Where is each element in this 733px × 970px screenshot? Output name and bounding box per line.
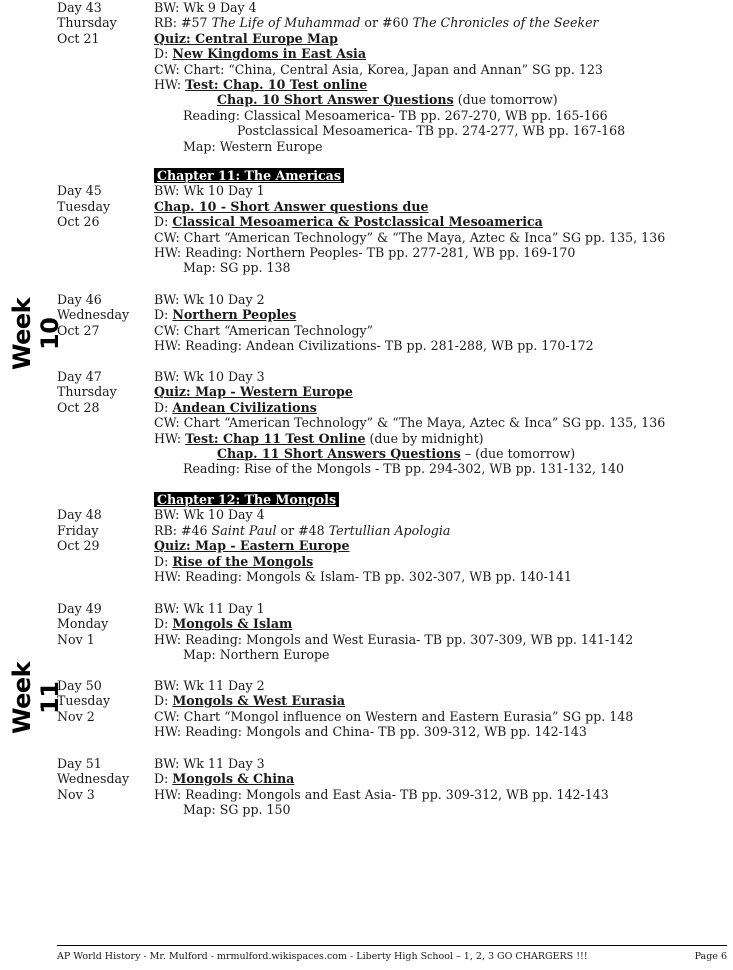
schedule-line xyxy=(57,569,727,584)
schedule-line xyxy=(57,601,727,616)
line-text: BW: Wk 11 Day 3 xyxy=(154,756,265,771)
schedule-line xyxy=(57,323,727,338)
day-50-entry xyxy=(57,678,727,740)
schedule-line xyxy=(57,199,727,214)
day-46-entry xyxy=(57,292,727,354)
book-title: The Chronicles of the Seeker xyxy=(412,15,599,31)
line-text: HW: xyxy=(154,430,186,446)
date: Oct 28 xyxy=(57,399,100,415)
schedule-line xyxy=(57,369,727,384)
schedule-line xyxy=(57,77,727,92)
weekday: Monday xyxy=(57,616,109,632)
line-text: HW: Reading: Northern Peoples- TB pp. 277-281, WB pp. 169-170 xyxy=(154,244,576,260)
schedule-line xyxy=(57,307,727,322)
line-text: BW: Wk 9 Day 4 xyxy=(154,0,257,15)
line-text: BW: Wk 10 Day 1 xyxy=(154,183,265,199)
date xyxy=(57,802,154,817)
day-47-entry xyxy=(57,369,727,477)
day-43-entry xyxy=(57,0,727,154)
schedule-line xyxy=(57,338,727,353)
day-49-entry xyxy=(57,601,727,663)
line-text: CW: Chart “American Technology” xyxy=(154,322,374,338)
schedule-line xyxy=(57,616,727,631)
emphasized-text: Test: Chap 11 Test Online xyxy=(185,430,366,446)
chapter-heading-row xyxy=(57,492,727,507)
line-text: CW: Chart “American Technology” & “The Maya, Aztec & Inca” SG pp. 135, 136 xyxy=(154,415,666,431)
emphasized-text: Quiz: Map - Western Europe xyxy=(154,384,353,400)
date xyxy=(57,431,154,446)
line-text: HW: Reading: Mongols and West Eurasia- TB pp. 307-309, WB pp. 141-142 xyxy=(154,631,634,647)
schedule-line xyxy=(57,787,727,802)
date xyxy=(57,554,154,569)
weekday: Thursday xyxy=(57,384,117,400)
line-text: (due by midnight) xyxy=(365,430,484,446)
emphasized-text: Andean Civilizations xyxy=(172,399,317,415)
line-text: HW: Reading: Mongols and East Asia- TB pp. 309-312, WB pp. 142-143 xyxy=(154,786,609,802)
weekday: Friday xyxy=(57,522,99,538)
schedule-line xyxy=(57,183,727,198)
schedule-line xyxy=(57,507,727,522)
schedule-line xyxy=(57,214,727,229)
line-text: Map: Western Europe xyxy=(183,138,323,154)
date xyxy=(57,245,154,260)
line-text: D: xyxy=(154,307,173,323)
schedule-line xyxy=(57,756,727,771)
line-text: Reading: Classical Mesoamerica- TB pp. 267-270, WB pp. 165-166 xyxy=(183,107,608,123)
line-text: D: xyxy=(154,553,173,569)
day-number: Day 45 xyxy=(57,183,102,199)
day-number: Day 50 xyxy=(57,678,102,693)
weekday: Tuesday xyxy=(57,198,111,214)
weekday: Tuesday xyxy=(57,693,111,709)
schedule-line xyxy=(57,461,727,476)
line-text: CW: Chart “Mongol influence on Western and Eastern Eurasia” SG pp. 148 xyxy=(154,708,634,724)
date xyxy=(57,647,154,662)
book-title: Saint Paul xyxy=(211,522,277,538)
date xyxy=(57,446,154,461)
date xyxy=(57,569,154,584)
day-number: Day 47 xyxy=(57,369,102,384)
date: Nov 3 xyxy=(57,786,95,802)
weekday: Wednesday xyxy=(57,307,130,323)
date xyxy=(57,338,154,353)
date: Nov 1 xyxy=(57,631,95,647)
schedule-line xyxy=(57,709,727,724)
book-title: Tertullian Apologia xyxy=(328,522,451,538)
line-text: CW: Chart “American Technology” & “The Maya, Aztec & Inca” SG pp. 135, 136 xyxy=(154,229,666,245)
schedule-line xyxy=(57,46,727,61)
line-text: D: xyxy=(154,214,173,230)
date: Oct 27 xyxy=(57,322,100,338)
date xyxy=(57,108,154,123)
day-number: Day 51 xyxy=(57,756,102,771)
line-text: BW: Wk 11 Day 2 xyxy=(154,678,265,693)
date xyxy=(57,46,154,61)
day-number: Day 48 xyxy=(57,507,102,523)
schedule-line xyxy=(57,724,727,739)
date: Oct 29 xyxy=(57,538,100,554)
schedule-line xyxy=(57,554,727,569)
day-number: Day 46 xyxy=(57,292,102,307)
emphasized-text: Chap. 11 Short Answers Questions xyxy=(217,445,461,461)
line-text: HW: Reading: Mongols and China- TB pp. 309-312, WB pp. 142-143 xyxy=(154,724,587,740)
schedule-line xyxy=(57,31,727,46)
schedule-line xyxy=(57,538,727,553)
day-51-entry xyxy=(57,756,727,818)
schedule-line xyxy=(57,15,727,30)
date xyxy=(57,724,154,739)
schedule-line xyxy=(57,0,727,15)
line-text: D: xyxy=(154,616,173,632)
weekday: Wednesday xyxy=(57,771,130,787)
line-text: or #48 xyxy=(276,522,329,538)
schedule-line xyxy=(57,400,727,415)
line-text: Postclassical Mesoamerica- TB pp. 274-277, WB pp. 167-168 xyxy=(237,123,626,139)
schedule-line xyxy=(57,384,727,399)
week-11-label: Week 11 xyxy=(8,661,64,735)
line-text: HW: Reading: Mongols & Islam- TB pp. 302-307, WB pp. 140-141 xyxy=(154,568,572,584)
schedule-line xyxy=(57,446,727,461)
line-text: (due tomorrow) xyxy=(453,92,558,108)
line-text: HW: xyxy=(154,76,186,92)
line-text: Reading: Rise of the Mongols - TB pp. 294-302, WB pp. 131-132, 140 xyxy=(183,461,625,477)
line-text: HW: Reading: Andean Civilizations- TB pp. 281-288, WB pp. 170-172 xyxy=(154,338,594,354)
line-text: D: xyxy=(154,399,173,415)
line-text: RB: #46 xyxy=(154,522,212,538)
day-48-entry xyxy=(57,492,727,584)
schedule-line xyxy=(57,123,727,138)
line-text: Map: SG pp. 138 xyxy=(183,260,291,276)
date xyxy=(57,123,154,138)
line-text: Map: SG pp. 150 xyxy=(183,802,291,818)
emphasized-text: Northern Peoples xyxy=(172,307,297,323)
emphasized-text: Chap. 10 Short Answer Questions xyxy=(217,92,454,108)
page-number: Page 6 xyxy=(694,951,727,962)
day-number: Day 49 xyxy=(57,601,102,616)
schedule-line xyxy=(57,523,727,538)
date xyxy=(57,92,154,107)
schedule-line xyxy=(57,92,727,107)
date: Nov 2 xyxy=(57,708,95,724)
schedule-line xyxy=(57,693,727,708)
line-text: BW: Wk 10 Day 2 xyxy=(154,292,265,307)
date xyxy=(57,139,154,154)
emphasized-text: Rise of the Mongols xyxy=(172,553,314,569)
schedule-line xyxy=(57,62,727,77)
schedule-line xyxy=(57,260,727,275)
footer-divider xyxy=(57,945,727,946)
line-text: D: xyxy=(154,46,173,62)
emphasized-text: Quiz: Central Europe Map xyxy=(154,30,338,46)
schedule-line xyxy=(57,632,727,647)
emphasized-text: Mongols & West Eurasia xyxy=(172,693,346,709)
schedule-line xyxy=(57,108,727,123)
line-text: RB: #57 xyxy=(154,15,212,31)
line-text: BW: Wk 10 Day 4 xyxy=(154,507,265,523)
line-text: BW: Wk 10 Day 3 xyxy=(154,369,265,384)
schedule-line xyxy=(57,230,727,245)
schedule-line xyxy=(57,415,727,430)
schedule-line xyxy=(57,139,727,154)
emphasized-text: New Kingdoms in East Asia xyxy=(172,46,366,62)
chapter-heading: Chapter 11: The Americas xyxy=(154,168,344,183)
chapter-heading-row xyxy=(57,168,727,183)
emphasized-text: Mongols & Islam xyxy=(172,616,293,632)
date xyxy=(57,415,154,430)
emphasized-text: Quiz: Map - Eastern Europe xyxy=(154,538,350,554)
line-text: CW: Chart: “China, Central Asia, Korea, Japan and Annan” SG pp. 123 xyxy=(154,61,603,77)
date xyxy=(57,461,154,476)
schedule-line xyxy=(57,771,727,786)
emphasized-text: Test: Chap. 10 Test online xyxy=(185,76,368,92)
chapter-heading: Chapter 12: The Mongols xyxy=(154,492,339,507)
date xyxy=(57,77,154,92)
emphasized-text: Mongols & China xyxy=(172,771,295,787)
line-text: D: xyxy=(154,693,173,709)
schedule-line xyxy=(57,802,727,817)
schedule-line xyxy=(57,678,727,693)
day-45-entry xyxy=(57,168,727,276)
date xyxy=(57,230,154,245)
week-10-label: Week 10 xyxy=(8,297,64,371)
footer-text: AP World History - Mr. Mulford - mrmulford.wikispaces.com - Liberty High School – 1, 2, 3 GO CHARGERS !!! xyxy=(57,951,588,962)
schedule-line xyxy=(57,292,727,307)
schedule-line xyxy=(57,647,727,662)
date xyxy=(57,260,154,275)
schedule-line xyxy=(57,431,727,446)
line-text: Map: Northern Europe xyxy=(183,647,330,663)
line-text: or #60 xyxy=(360,15,413,31)
date: Oct 26 xyxy=(57,214,100,230)
emphasized-text: Chap. 10 - Short Answer questions due xyxy=(154,198,429,214)
emphasized-text: Classical Mesoamerica & Postclassical Mesoamerica xyxy=(172,214,543,230)
line-text: BW: Wk 11 Day 1 xyxy=(154,601,265,616)
line-text: – (due tomorrow) xyxy=(460,445,576,461)
day-number: Day 43 xyxy=(57,0,102,15)
book-title: The Life of Muhammad xyxy=(211,15,361,31)
date: Oct 21 xyxy=(57,30,100,46)
weekday: Thursday xyxy=(57,15,117,31)
schedule-line xyxy=(57,245,727,260)
line-text: D: xyxy=(154,771,173,787)
date xyxy=(57,62,154,77)
